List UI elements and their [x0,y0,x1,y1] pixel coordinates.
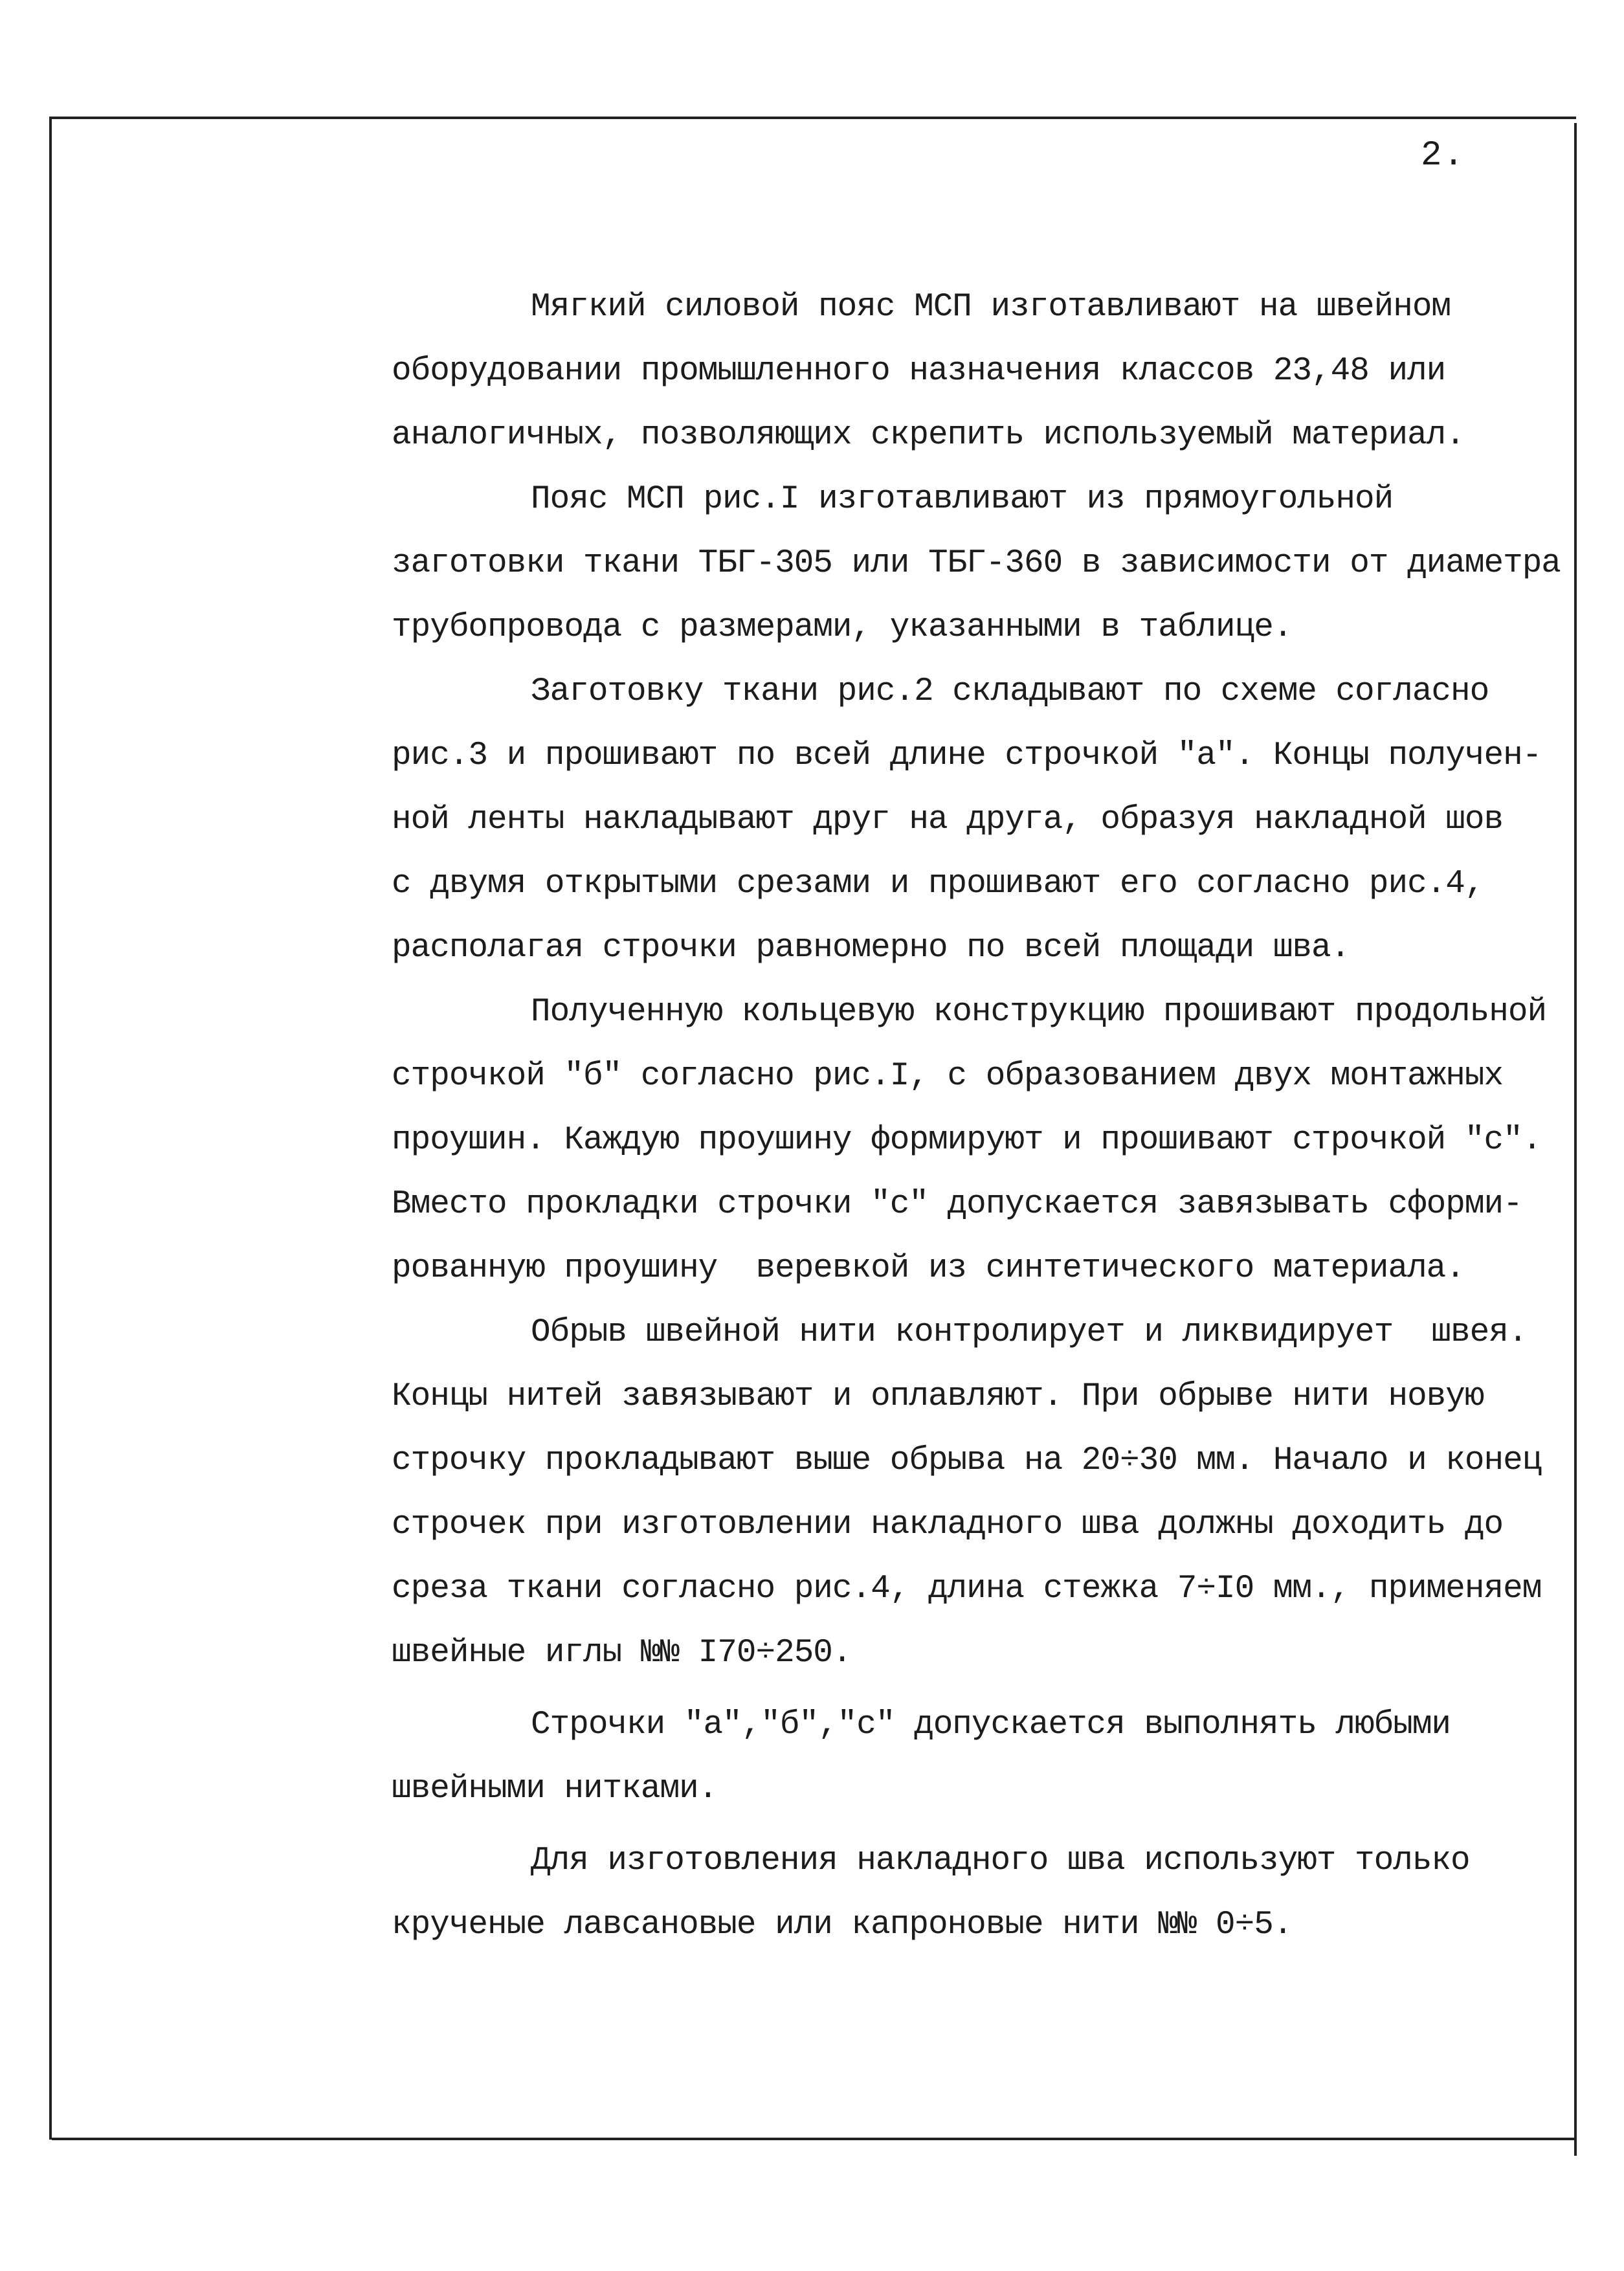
paragraph-gap [392,1821,1583,1829]
text-line: Пояс МСП рис.I изготавливают из прямоугольной [531,481,1394,518]
text-line: трубопровода с размерами, указанными в таблице. [392,609,1293,646]
frame-bottom-border [52,2138,1576,2140]
text-line: ной ленты накладывают друг на друга, образуя накладной шов [392,801,1504,838]
page-number: 2. [1421,136,1465,175]
text-line: среза ткани согласно рис.4, длина стежка 7÷I0 мм., применяем [392,1571,1542,1607]
text-line: с двумя открытыми срезами и прошивают его согласно рис.4, [392,866,1484,902]
text-line: Обрыв швейной нити контролирует и ликвидирует швея. [531,1314,1528,1351]
text-line: заготовки ткани ТБГ-305 или ТБГ-360 в зависимости от диаметра [392,545,1561,582]
frame-top-border [52,117,1576,119]
text-line: строчкой "б" согласно рис.I, с образованием двух монтажных [392,1058,1504,1095]
text-line: швейными нитками. [392,1771,718,1807]
text-line: строчку прокладывают выше обрыва на 20÷30 мм. Начало и конец [392,1442,1542,1479]
text-line: швейные иглы №№ I70÷250. [392,1635,852,1672]
text-line: Вместо прокладки строчки "с" допускается завязывать сформи- [392,1186,1522,1223]
text-line: строчек при изготовлении накладного шва должны доходить до [392,1506,1504,1543]
text-line: располагая строчки равномерно по всей площади шва. [392,930,1350,967]
text-line: оборудовании промышленного назначения классов 23,48 или [392,353,1446,390]
text-line: рис.3 и прошивают по всей длине строчкой "а". Концы получен- [392,737,1542,774]
paragraph-gap [392,1685,1583,1693]
frame-left-border [49,117,52,2140]
document-body [392,275,1583,1957]
text-line: крученые лавсановые или капроновые нити №№ 0÷5. [392,1907,1293,1943]
text-line: Для изготовления накладного шва используют только [531,1842,1470,1879]
text-line: Строчки "а","б","с" допускается выполнять любыми [531,1706,1451,1743]
text-line: аналогичных, позволяющих скрепить используемый материал. [392,417,1465,454]
text-line: рованную проушину веревкой из синтетического материала. [392,1250,1465,1287]
text-line: Мягкий силовой пояс МСП изготавливают на швейном [531,289,1451,326]
text-line: Полученную кольцевую конструкцию прошивают продольной [531,994,1547,1031]
text-line: Концы нитей завязывают и оплавляют. При обрыве нити новую [392,1378,1484,1415]
text-line: Заготовку ткани рис.2 складывают по схеме согласно [531,673,1489,710]
text-line: проушин. Каждую проушину формируют и прошивают строчкой "с". [392,1122,1542,1159]
